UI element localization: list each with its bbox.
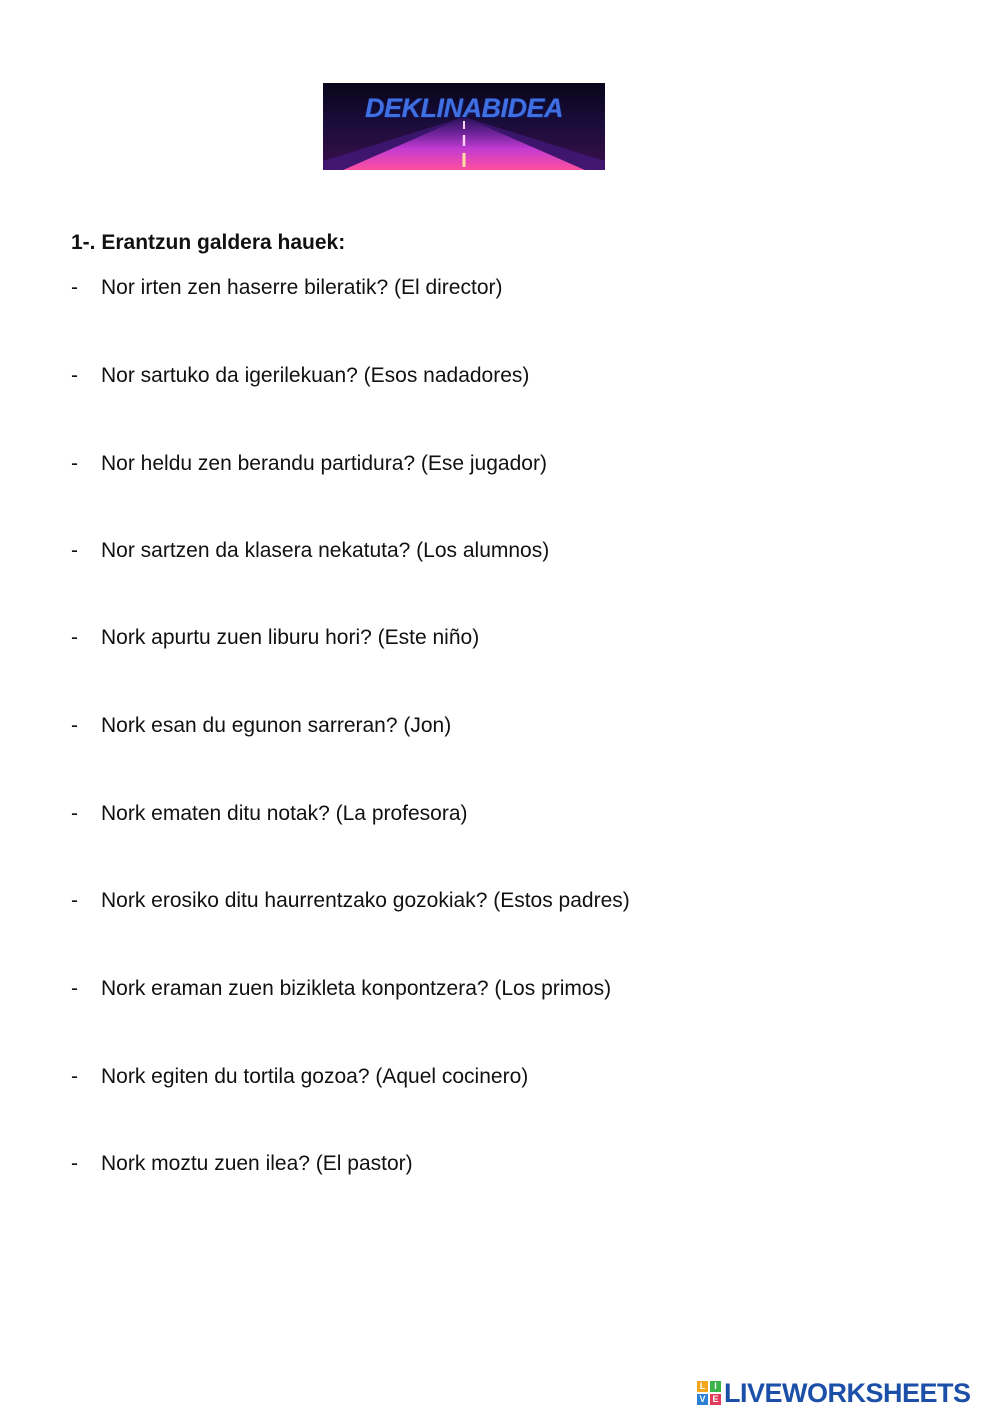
question-item-2 — [71, 362, 871, 390]
question-text: Nor sartzen da klasera nekatuta? (Los alumnos) — [101, 539, 550, 562]
bullet-dash: - — [71, 626, 78, 649]
question-text: Nork ematen ditu notak? (La profesora) — [101, 802, 468, 825]
section-heading: 1-. Erantzun galdera hauek: — [71, 231, 346, 254]
mark-letter-i: I — [710, 1381, 721, 1392]
question-item-6 — [71, 712, 871, 740]
liveworksheets-logo[interactable] — [697, 1378, 971, 1408]
question-text: Nork apurtu zuen liburu hori? (Este niño) — [101, 626, 480, 649]
bullet-dash: - — [71, 714, 78, 737]
question-text: Nor heldu zen berandu partidura? (Ese jugador) — [101, 452, 547, 475]
bullet-dash: - — [71, 977, 78, 1000]
question-item-7 — [71, 800, 871, 828]
bullet-dash: - — [71, 364, 78, 387]
question-item-9 — [71, 975, 871, 1003]
bullet-dash: - — [71, 452, 78, 475]
question-item-3 — [71, 450, 871, 478]
bullet-dash: - — [71, 889, 78, 912]
mark-letter-l: L — [697, 1381, 708, 1392]
banner-image — [323, 83, 605, 170]
bullet-dash: - — [71, 539, 78, 562]
question-text: Nork esan du egunon sarreran? (Jon) — [101, 714, 452, 737]
bullet-dash: - — [71, 1065, 78, 1088]
question-item-8 — [71, 887, 871, 915]
question-text: Nork erosiko ditu haurrentzako gozokiak? (Estos padres) — [101, 889, 630, 912]
mark-letter-e: E — [710, 1394, 721, 1405]
question-text: Nork eraman zuen bizikleta konpontzera? (Los primos) — [101, 977, 612, 1000]
question-item-4 — [71, 537, 871, 565]
question-text: Nork egiten du tortila gozoa? (Aquel cocinero) — [101, 1065, 529, 1088]
question-text: Nor sartuko da igerilekuan? (Esos nadadores) — [101, 364, 530, 387]
bullet-dash: - — [71, 1152, 78, 1175]
liveworksheets-mark-icon — [697, 1381, 721, 1405]
question-item-11 — [71, 1150, 871, 1178]
bullet-dash: - — [71, 802, 78, 825]
bullet-dash: - — [71, 276, 78, 299]
question-item-10 — [71, 1063, 871, 1091]
mark-letter-v: V — [697, 1394, 708, 1405]
banner-title: DEKLINABIDEA — [364, 93, 563, 123]
question-text: Nor irten zen haserre bileratik? (El director) — [101, 276, 503, 299]
question-item-1 — [71, 274, 871, 302]
question-item-5 — [71, 624, 871, 652]
liveworksheets-brand-text: LIVEWORKSHEETS — [724, 1377, 971, 1408]
question-text: Nork moztu zuen ilea? (El pastor) — [101, 1152, 413, 1175]
